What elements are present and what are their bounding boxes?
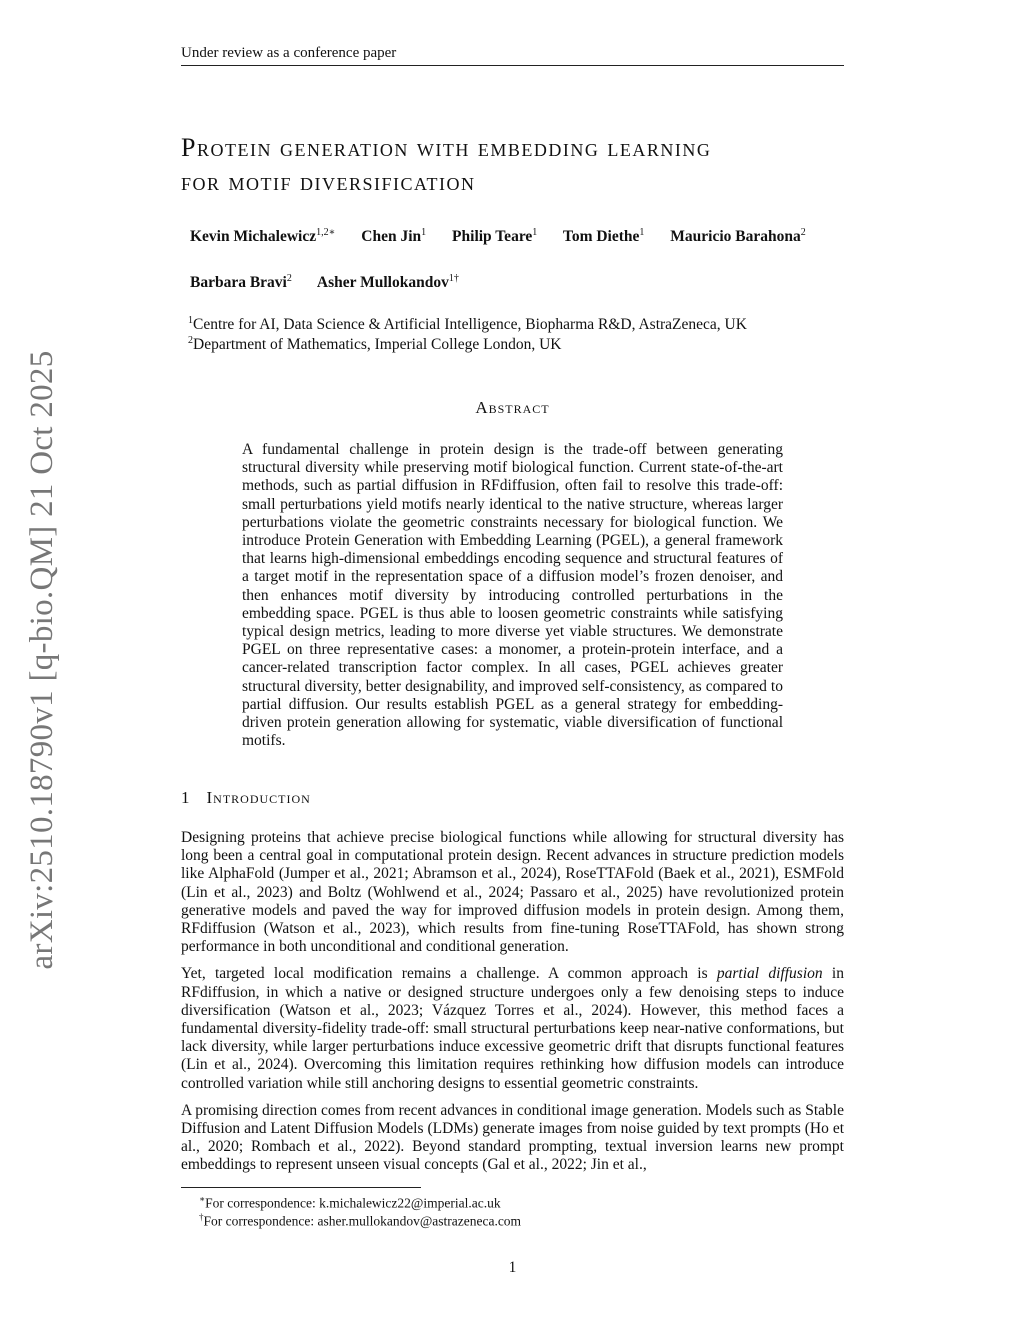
body-text <box>181 829 844 1175</box>
author: Tom Diethe$^1$ <box>562 227 645 246</box>
emphasis: partial diffusion <box>716 965 823 983</box>
footnote: ∗For correspondence: k.michalewicz22@imperial.ac.uk <box>199 1194 501 1211</box>
paper-title <box>181 131 851 199</box>
section-number: 1 <box>181 788 191 807</box>
paragraph: A promising direction comes from recent advances in conditional image generation. Models such as Stable Diffusion and Latent Diffusion Models (LDMs) generate images from noise guided by text prompts (Ho et al., 2020; Rombach et al., 2022). Beyond standard prompting, textual inversion learns new prompt embeddings to represent unseen visual concepts (Gal et al., 2022; Jin et al., <box>181 1101 844 1174</box>
author: Kevin Michalewicz$^{1,2∗}$ <box>190 227 336 246</box>
author: Mauricio Barahona$^2$ <box>670 227 806 246</box>
arxiv-identifier-stamp[interactable]: arXiv:2510.18790v1 [q-bio.QM] 21 Oct 2025 <box>24 350 60 970</box>
abstract-text: A fundamental challenge in protein design is the trade-off between generating structural diversity while preserving motif biological function. Current state-of-the-art methods, such as partial diffusion in RFdiffusion, often fail to resolve this trade-off: small perturbations yield motifs nearly identical to the native structure, whereas larger perturbations violate the geometric constraints necessary for biological function. We introduce Protein Generation with Embedding Learning (PGEL), a general framework that learns high-dimensional embeddings encoding sequence and structural features of a target motif in the representation space of a diffusion model’s frozen denoiser, and then enhances motif diversity by introducing controlled perturbations in the embedding space. PGEL is thus able to loosen geometric constraints while satisfying typical design metrics, leading to more diverse yet viable structures. We demonstrate PGEL on three representative cases: a monomer, a protein-protein interface, and a cancer-related transcription factor complex. In all cases, PGEL achieves greater structural diversity, better designability, and improved self-consistency, as compared to partial diffusion. Our results establish PGEL as a general strategy for embedding-driven protein generation allowing for systematic, viable diversification of functional motifs. <box>242 441 783 750</box>
section-title: Introduction <box>206 788 311 807</box>
affiliation: $^1$Centre for AI, Data Science & Artificial Intelligence, Biopharma R&D, AstraZeneca, UK <box>188 315 747 334</box>
author-row-1 <box>190 227 806 246</box>
affiliation: $^2$Department of Mathematics, Imperial College London, UK <box>188 335 562 354</box>
title-line-2: for motif diversification <box>181 167 476 196</box>
author: Asher Mullokandov$^{1\dagger}$ <box>316 273 459 292</box>
paragraph: Designing proteins that achieve precise biological functions while allowing for structural diversity has long been a central goal in computational protein design. Recent advances in structure prediction models like AlphaFold (Jumper et al., 2021; Abramson et al., 2024), RoseTTAFold (Baek et al., 2021), ESMFold (Lin et al., 2023) and Boltz (Wohlwend et al., 2024; Passaro et al., 2025) have revolutionized protein generative models and paved the way for improved diffusion models in protein design. Among them, RFdiffusion (Watson et al., 2023), which results from fine-tuning RoseTTAFold, has shown strong performance in both unconditional and conditional generation. <box>181 829 844 956</box>
author: Barbara Bravi$^2$ <box>190 273 292 292</box>
page-number: 1 <box>508 1259 517 1276</box>
running-head: Under review as a conference paper <box>181 44 844 66</box>
paragraph: Yet, targeted local modification remains a challenge. A common approach is partial diffusion in RFdiffusion, in which a native or designed structure undergoes only a few denoising steps to induce diversification (Watson et al., 2023; Vázquez Torres et al., 2024). However, this method faces a fundamental diversity-fidelity trade-off: small structural perturbations keep near-native conformations, but lack diversity, while larger perturbations induce excessive geometric drift that disrupts functional features (Lin et al., 2024). Overcoming this limitation requires rethinking how diffusion models can introduce controlled variation while still anchoring designs to essential geometric constraints. <box>181 965 844 1092</box>
section-heading <box>181 788 311 808</box>
author: Chen Jin$^1$ <box>361 227 427 246</box>
author-row-2 <box>190 273 459 292</box>
author: Philip Teare$^1$ <box>452 227 538 246</box>
abstract-heading: Abstract <box>475 398 550 417</box>
footnote-divider <box>181 1187 421 1188</box>
title-line-1: Protein generation with embedding learning <box>181 133 712 162</box>
footnote: †For correspondence: asher.mullokandov@astrazeneca.com <box>199 1212 522 1229</box>
